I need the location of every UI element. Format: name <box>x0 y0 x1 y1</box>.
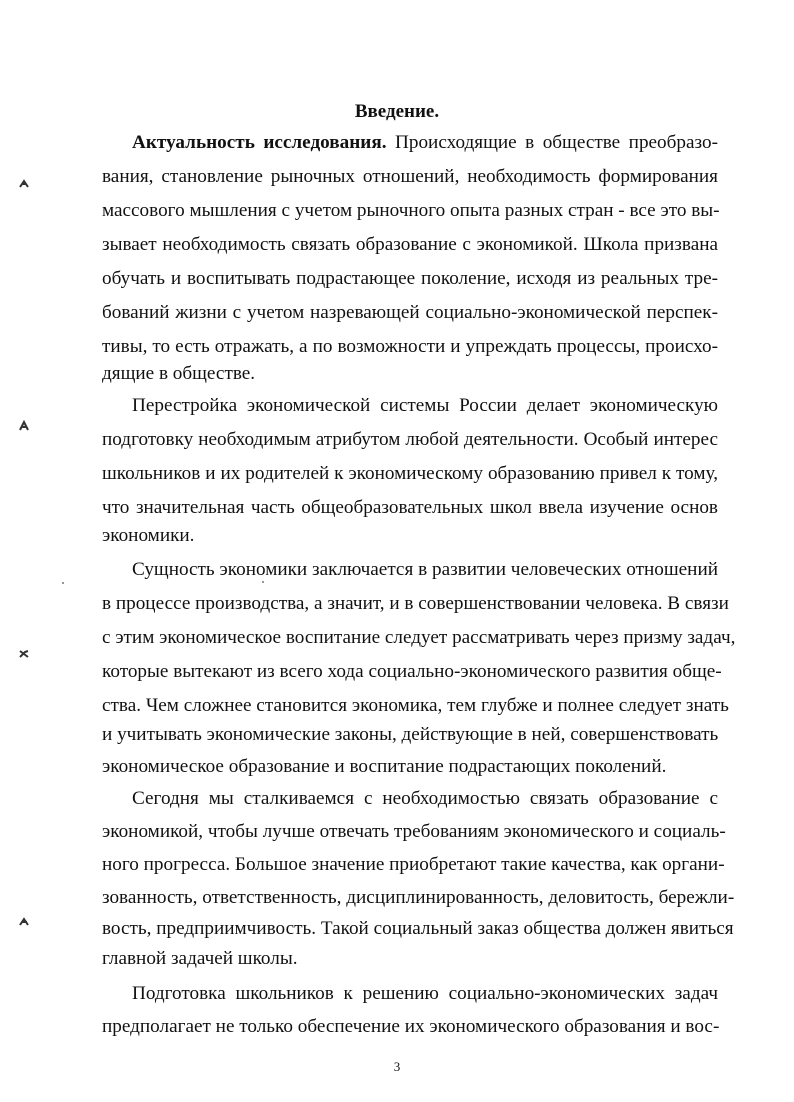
paragraph-2-line-5: экономики. <box>102 525 195 546</box>
paragraph-1-line-8: дящие в обществе. <box>102 363 256 384</box>
paragraph-3-line-7: экономическое образование и воспитание подрастающих поколений. <box>102 756 667 777</box>
paragraph-3-line-4: которые вытекают из всего хода социально-экономического развития обще- <box>102 661 722 682</box>
paragraph-4-line-3: ного прогресса. Большое значение приобретают такие качества, как органи- <box>102 854 725 875</box>
binder-hole-mark-2 <box>18 420 30 432</box>
paragraph-4-line-4: зованность, ответственность, дисциплинированность, деловитость, бережли- <box>102 887 735 908</box>
paragraph-3-line-2: в процессе производства, а значит, и в совершенствовании человека. В связи <box>102 593 729 614</box>
paragraph-1-line-2: вания, становление рыночных отношений, необходимость формирования <box>102 166 718 187</box>
page-title: Введение. <box>354 101 440 122</box>
paragraph-3-line-1: Сущность экономики заключается в развитии человеческих отношений <box>132 559 718 580</box>
paragraph-2-line-1: Перестройка экономической системы России делает экономическую <box>132 395 718 416</box>
binder-hole-mark-4 <box>18 916 30 928</box>
paragraph-3-line-5: ства. Чем сложнее становится экономика, тем глубже и полнее следует знать <box>102 695 729 716</box>
paragraph-1-line-1 <box>132 126 718 160</box>
paragraph-5-line-1: Подготовка школьников к решению социально-экономических задач <box>132 983 718 1004</box>
paragraph-1-line-4: зывает необходимость связать образование с экономикой. Школа призвана <box>102 234 718 255</box>
binder-hole-mark-3 <box>18 648 30 660</box>
paragraph-2-line-3: школьников и их родителей к экономическому образованию привел к тому, <box>102 463 718 484</box>
paragraph-1-line-7: тивы, то есть отражать, а по возможности и упреждать процессы, происхо- <box>102 336 718 357</box>
paragraph-1-line-3: массового мышления с учетом рыночного опыта разных стран - все это вы- <box>102 200 720 221</box>
paragraph-1-line-6: бований жизни с учетом назревающей социально-экономической перспек- <box>102 302 718 323</box>
paragraph-3-line-6: и учитывать экономические законы, действующие в ней, совершенствовать <box>102 724 719 745</box>
paragraph-2-line-2: подготовку необходимым атрибутом любой деятельности. Особый интерес <box>102 429 718 450</box>
line-text: Происходящие в обществе преобразо- <box>395 132 718 153</box>
scan-speck <box>62 582 64 584</box>
paragraph-4-line-2: экономикой, чтобы лучше отвечать требованиям экономического и социаль- <box>102 821 726 842</box>
paragraph-1-line-5: обучать и воспитывать подрастающее поколение, исходя из реальных тре- <box>102 268 718 289</box>
page-number: 3 <box>393 1059 401 1074</box>
run-in-heading: Актуальность исследования. <box>132 132 387 153</box>
paragraph-4-line-1: Сегодня мы сталкиваемся с необходимостью связать образование с <box>132 788 718 809</box>
paragraph-4-line-6: главной задачей школы. <box>102 948 298 969</box>
paragraph-4-line-5: вость, предприимчивость. Такой социальный заказ общества должен явиться <box>102 918 734 939</box>
scan-speck <box>262 581 264 583</box>
paragraph-5-line-2: предполагает не только обеспечение их экономического образования и вос- <box>102 1016 720 1037</box>
paragraph-2-line-4: что значительная часть общеобразовательных школ ввела изучение основ <box>102 497 718 518</box>
binder-hole-mark-1 <box>18 178 30 190</box>
paragraph-3-line-3: с этим экономическое воспитание следует рассматривать через призму задач, <box>102 627 736 648</box>
